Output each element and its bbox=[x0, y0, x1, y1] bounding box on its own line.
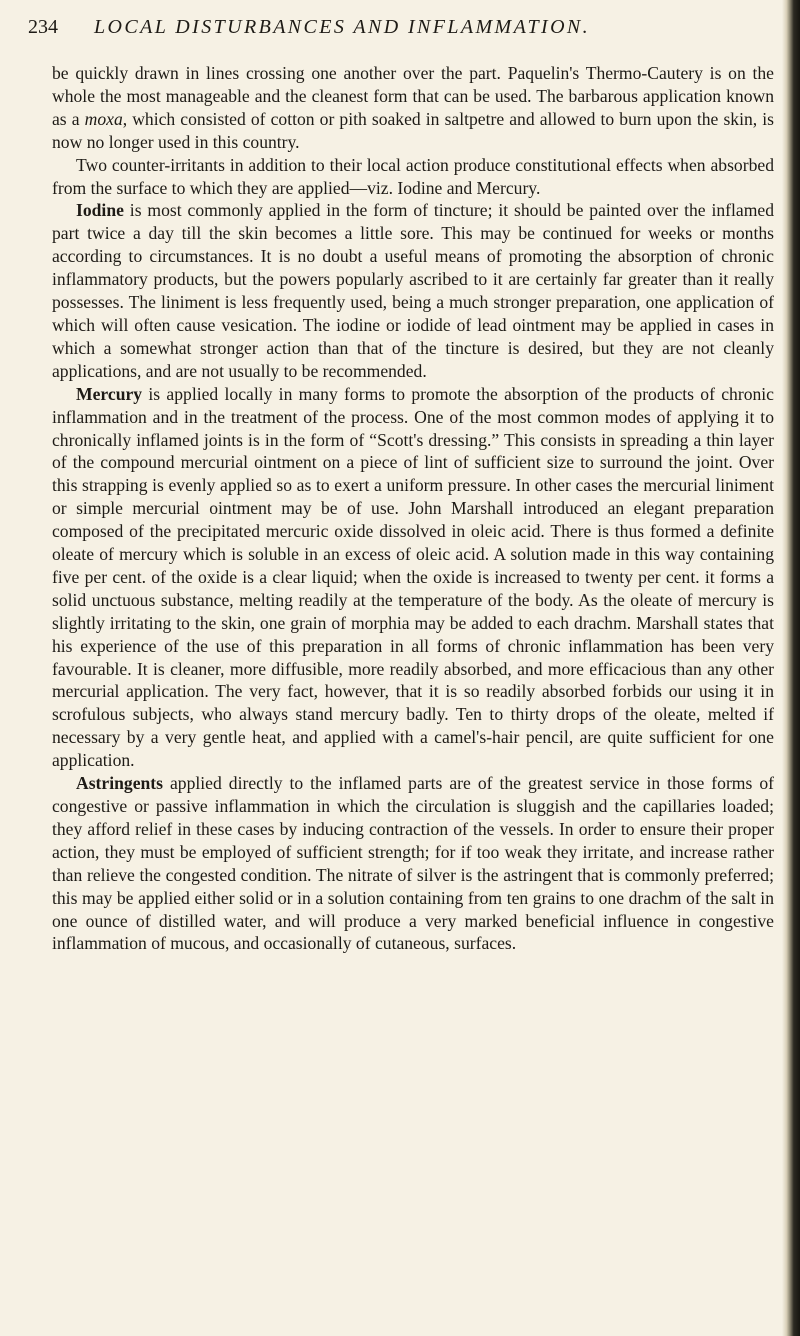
italic-term: moxa bbox=[84, 108, 123, 129]
text-run: applied directly to the inflamed parts are of the greatest service in those forms of congestive or passive inflammation in which the circulation is sluggish and the capillaries loaded; they afford relief in these cases by inducing contraction of the vessels. In order to ensure their proper action, they must be employed of sufficient strength; for if too weak they irritate, and increase rather than relieve the congested condition. The nitrate of silver is the astringent that is commonly preferred; this may be applied either solid or in a solution containing from ten grains to one drachm of the salt in one ounce of distilled water, and will produce a very marked beneficial influence in congestive inflammation of mucous, and occasionally of cutaneous, surfaces. bbox=[52, 773, 774, 954]
running-head bbox=[28, 16, 774, 50]
run-in-heading: Astringents bbox=[76, 773, 163, 794]
text-run: be quickly drawn in lines crossing one another over the part. Paquelin's Thermo-Cautery is on the whole the most manageable and the cleanest form that can be used. The barbarous application known as a bbox=[52, 63, 774, 129]
page-content bbox=[28, 16, 774, 955]
run-in-heading: Iodine bbox=[76, 200, 124, 221]
text-run: is most commonly applied in the form of tincture; it should be painted over the inflamed part twice a day till the skin becomes a little sore. This may be continued for weeks or months according to circumstances. It is no doubt a useful means of promoting the absorption of chronic inflammatory products, but the powers popularly ascribed to it are certainly far greater than it really possesses. The liniment is less frequently used, being a much stronger preparation, one application of which will often cause vesication. The iodine or iodide of lead ointment may be applied in cases in which a somewhat stronger action than that of the tincture is desired, but they are not cleanly applications, and are not usually to be recommended. bbox=[52, 200, 774, 381]
paragraph bbox=[52, 199, 774, 382]
text-run: Two counter-irritants in addition to their local action produce constitutional effects when absorbed from the surface to which they are applied—viz. Iodine and Mercury. bbox=[52, 154, 774, 198]
text-run: is applied locally in many forms to promote the absorption of the products of chronic inflammation and in the treatment of the process. One of the most common modes of applying it to chronically inflamed joints is in the form of “Scott's dressing.” This consists in spreading a thin layer of the compound mercurial ointment on a piece of lint of sufficient size to surround the joint. Over this strapping is evenly applied so as to exert a uniform pressure. In other cases the mercurial liniment or simple mercurial ointment may be of use. John Marshall introduced an elegant preparation composed of the precipitated mercuric oxide dissolved in oleic acid. There is thus formed a definite oleate of mercury which is soluble in an excess of oleic acid. A solution made in this way containing five per cent. of the oxide is a clear liquid; when the oxide is increased to twenty per cent. it forms a solid unctuous substance, melting readily at the temperature of the body. As the oleate of mercury is slightly irritating to the skin, one grain of morphia may be added to each drachm. Marshall states that his experience of the use of this preparation in all forms of chronic inflammation has been very favourable. It is cleaner, more diffusible, more readily absorbed, and more efficacious than any other mercurial application. The very fact, however, that it is so readily absorbed forbids our using it in scrofulous subjects, who always stand mercury badly. Ten to thirty drops of the oleate, melted if necessary by a very gentle heat, and applied with a camel's-hair pencil, are quite sufficient for one application. bbox=[52, 383, 774, 771]
run-in-heading: Mercury bbox=[76, 383, 143, 404]
running-head-title: LOCAL DISTURBANCES AND INFLAMMATION. bbox=[94, 16, 591, 38]
paragraph bbox=[52, 772, 774, 955]
page-number: 234 bbox=[28, 16, 58, 38]
book-binding-shadow bbox=[782, 0, 800, 1336]
paragraph bbox=[52, 383, 774, 772]
text-run: , which consisted of cotton or pith soaked in saltpetre and allowed to burn upon the skin, is now no longer used in this country. bbox=[52, 108, 774, 152]
paragraph bbox=[52, 62, 774, 154]
paragraph bbox=[52, 154, 774, 200]
